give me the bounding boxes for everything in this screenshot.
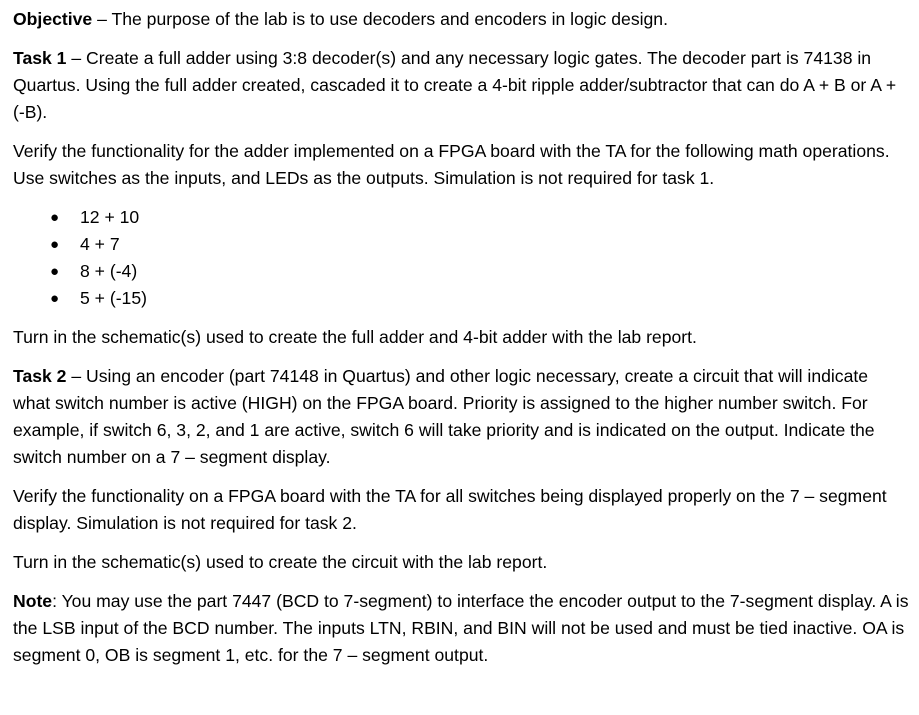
bullet-icon: ●: [50, 263, 60, 280]
task1-text: – Create a full adder using 3:8 decoder(s) and any necessary logic gates. The decoder part is 74138 in Quartus. Using the full adder created, cascaded it to create a 4-bit ripple adder/subtractor that can do A + B or A + (-B).: [13, 48, 897, 122]
bullet-icon: ●: [50, 209, 60, 226]
task2-turn-in-paragraph: Turn in the schematic(s) used to create the circuit with the lab report.: [13, 552, 548, 572]
note-label: Note: [13, 591, 53, 611]
task1-turn-in-paragraph: Turn in the schematic(s) used to create the full adder and 4-bit adder with the lab report.: [13, 327, 697, 347]
operation-text: 5 + (-15): [80, 288, 147, 308]
list-item: [50, 258, 909, 285]
task2-label: Task 2: [13, 366, 67, 386]
bullet-icon: ●: [50, 290, 60, 307]
list-item: [50, 285, 909, 312]
operations-list: [13, 204, 909, 312]
operation-text: 12 + 10: [80, 207, 140, 227]
objective-paragraph: [13, 6, 909, 33]
task2-text: – Using an encoder (part 74148 in Quartus) and other logic necessary, create a circuit that will indicate what switch number is active (HIGH) on the FPGA board. Priority is assigned to the higher number switch. For example, if switch 6, 3, 2, and 1 are active, switch 6 will take priority and is indicated on the output. Indicate the switch number on a 7 – segment display.: [13, 366, 875, 467]
note-paragraph: [13, 588, 909, 669]
operation-text: 8 + (-4): [80, 261, 138, 281]
task1-paragraph: [13, 45, 909, 126]
list-item: [50, 204, 909, 231]
list-item: [50, 231, 909, 258]
objective-label: Objective: [13, 9, 93, 29]
task1-verify-paragraph: Verify the functionality for the adder implemented on a FPGA board with the TA for the following math operations. Use switches as the inputs, and LEDs as the outputs. Simulation is not required for task 1.: [13, 141, 890, 188]
task2-paragraph: [13, 363, 909, 471]
task1-label: Task 1: [13, 48, 67, 68]
operation-text: 4 + 7: [80, 234, 120, 254]
note-text: : You may use the part 7447 (BCD to 7-segment) to interface the encoder output to the 7-segment display. A is the LSB input of the BCD number. The inputs LTN, RBIN, and BIN will not be used and must be tied inactive. OA is segment 0, OB is segment 1, etc. for the 7 – segment output.: [13, 591, 909, 665]
bullet-icon: ●: [50, 236, 60, 253]
objective-text: – The purpose of the lab is to use decoders and encoders in logic design.: [92, 9, 668, 29]
task2-verify-paragraph: Verify the functionality on a FPGA board with the TA for all switches being displayed properly on the 7 – segment display. Simulation is not required for task 2.: [13, 486, 887, 533]
